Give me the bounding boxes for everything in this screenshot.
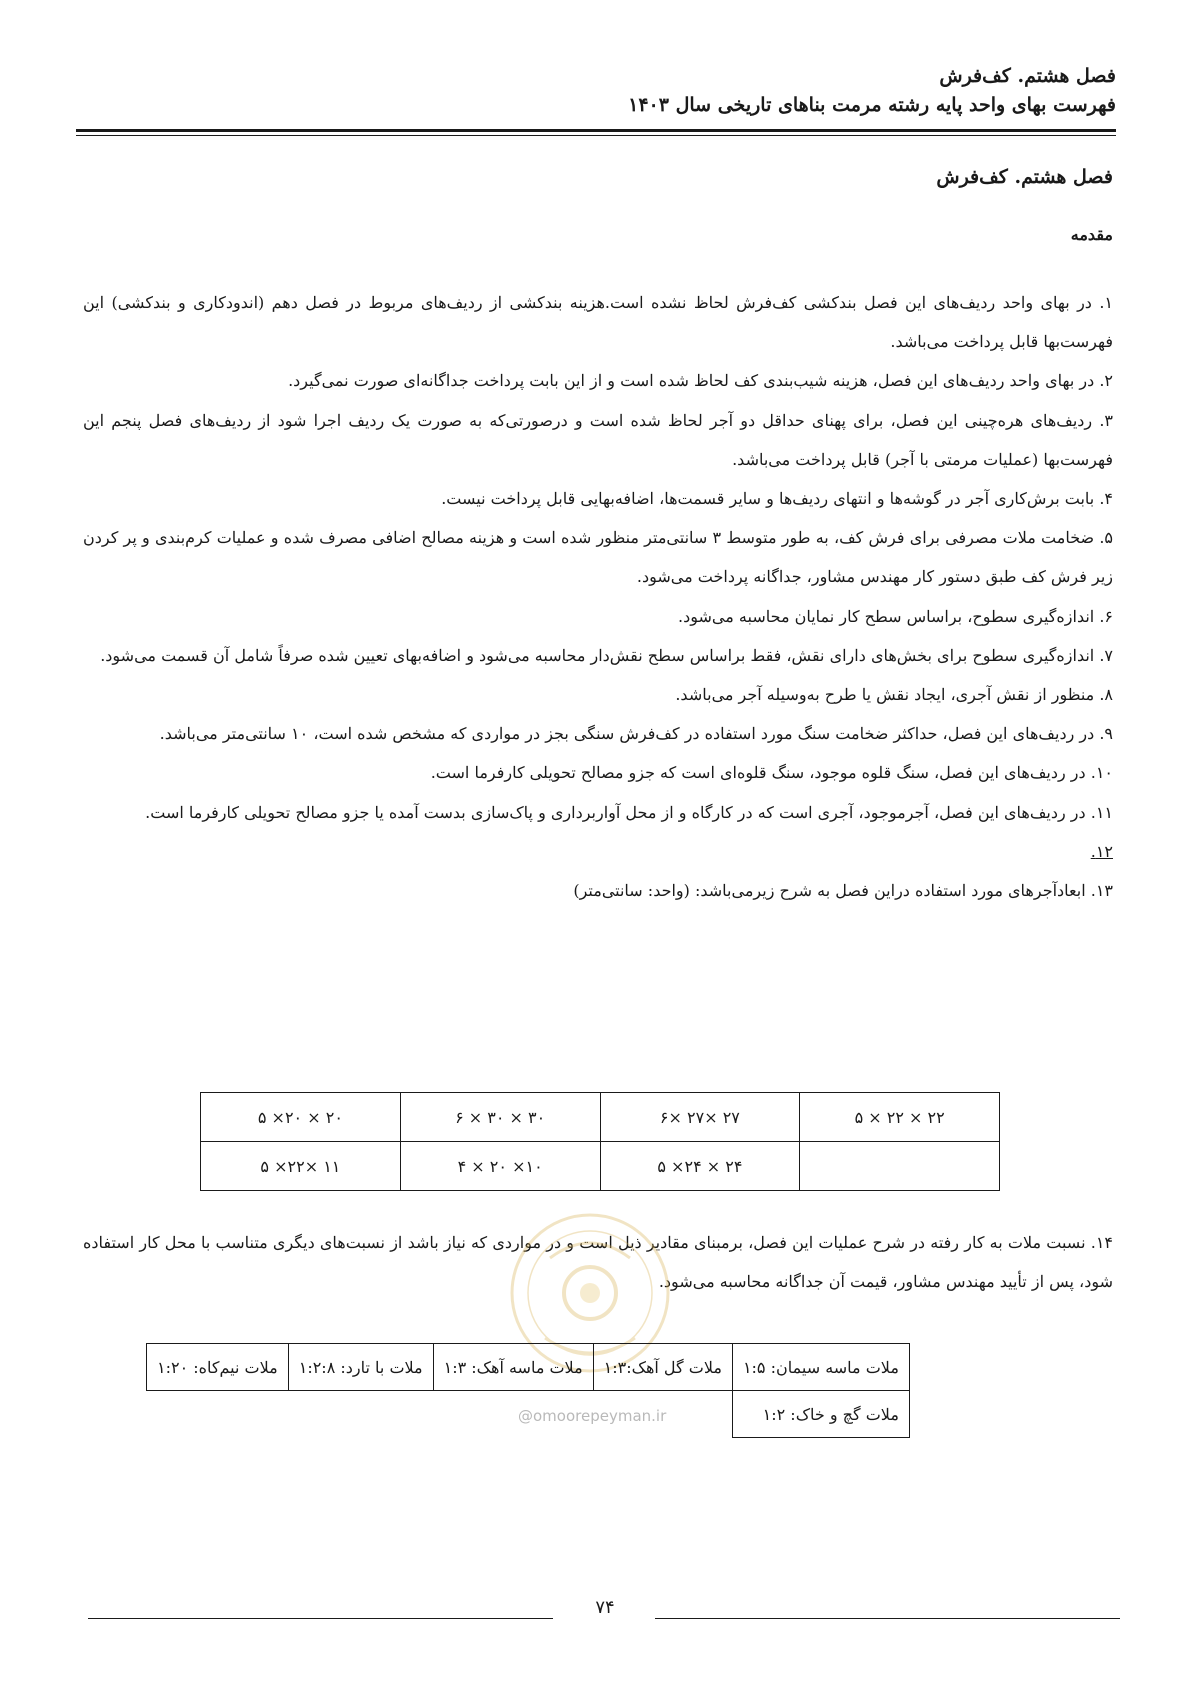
paragraph-6: ۶. اندازه‌گیری سطوح، براساس سطح کار نمایان محاسبه می‌شود. (678, 606, 1113, 626)
paragraph-8: ۸. منظور از نقش آجری، ایجاد نقش یا طرح به‌وسیله آجر می‌باشد. (675, 685, 1113, 705)
table-cell: ملات نیم‌کاه: ۱:۲۰ (147, 1344, 289, 1391)
table-cell: ملات ماسه سیمان: ۱:۵ (732, 1344, 909, 1391)
paragraph-3: ۳. ردیف‌های هره‌چینی این فصل، برای پهنای حداقل دو آجر لحاظ شده است و درصورتی‌که به صورت یک ردیف اجرا شود از ردیف‌های فصل پنجم این فهرست‌بها (عملیات مرمتی با آجر) قابل پرداخت می‌باشد. (83, 410, 1113, 469)
table-cell: ۲۰ × ۲۰× ۵ (201, 1093, 401, 1142)
paragraph-14: ۱۴. نسبت ملات به کار رفته در شرح عملیات این فصل، برمبنای مقادیر ذیل است و در مواردی که نیاز باشد از نسبت‌های دیگری متناسب با محل کار استفاده شود، پس از تأیید مهندس مشاور، قیمت آن جداگانه محاسبه می‌شود. (83, 1233, 1114, 1291)
mortar-ratios-table (146, 1343, 910, 1438)
table-cell: ۱۱ ×۲۲× ۵ (201, 1142, 401, 1191)
table-cell: ملات گچ و خاک: ۱:۲ (732, 1391, 909, 1438)
watermark-text: @omoorepeyman.ir (518, 1407, 667, 1425)
paragraph-11: ۱۱. در ردیف‌های این فصل، آجرموجود، آجری است که در کارگاه و از محل آواربرداری و پاک‌سازی بدست آمده یا جزو مصالح تحویلی کارفرما است. (145, 802, 1113, 822)
chapter-title: فصل هشتم. کف‌فرش (936, 166, 1113, 188)
section-heading: مقدمه (1070, 225, 1113, 244)
paragraph-10: ۱۰. در ردیف‌های این فصل، سنگ قلوه موجود، سنگ قلوه‌ای است که جزو مصالح تحویلی کارفرما است. (430, 763, 1113, 783)
page-number: ۷۴ (595, 1597, 615, 1618)
paragraph-4: ۴. بابت برش‌کاری آجر در گوشه‌ها و انتهای ردیف‌ها و سایر قسمت‌ها، اضافه‌بهایی قابل پرداخت نیست. (441, 489, 1113, 509)
paragraph-13: ۱۳. ابعادآجرهای مورد استفاده دراین فصل به شرح زیرمی‌باشد: (واحد: سانتی‌متر) (573, 881, 1113, 901)
paragraph-7: ۷. اندازه‌گیری سطوح برای بخش‌های دارای نقش، فقط براساس سطح نقش‌دار محاسبه می‌شود و اضافه‌بهای تعیین شده صرفاً شامل آن قسمت می‌شود. (100, 645, 1113, 665)
table-cell: ملات گل آهک:۱:۳ (593, 1344, 732, 1391)
header-rule (76, 129, 1116, 132)
table-cell: ملات با تارد: ۱:۲:۸ (288, 1344, 433, 1391)
table-row (147, 1391, 910, 1438)
table-cell: ۲۷ ×۲۷ ×۶ (600, 1093, 800, 1142)
intro-paragraphs (83, 283, 1113, 910)
table-cell: ۲۲ × ۲۲ × ۵ (800, 1093, 1000, 1142)
table-cell: ملات ماسه آهک: ۱:۳ (433, 1344, 593, 1391)
table-row (201, 1142, 1000, 1191)
table-cell: ۱۰× ۲۰ × ۴ (400, 1142, 600, 1191)
table-row (201, 1093, 1000, 1142)
paragraph-1: ۱. در بهای واحد ردیف‌های این فصل بندکشی کف‌فرش لحاظ نشده است.هزینه بندکشی از ردیف‌های مربوط در فصل دهم (اندودکاری و بندکشی) این فهرست‌بها قابل پرداخت می‌باشد. (83, 293, 1113, 352)
table-cell: ۳۰ × ۳۰ × ۶ (400, 1093, 600, 1142)
header-rule-thin (76, 135, 1116, 136)
header-chapter: فصل هشتم. کف‌فرش (939, 65, 1116, 87)
footer-rule (655, 1618, 1120, 1619)
table-cell: ۲۴ × ۲۴× ۵ (600, 1142, 800, 1191)
header-title: فهرست بهای واحد پایه رشته مرمت بناهای تاریخی سال ۱۴۰۳ (628, 94, 1116, 116)
table-row (147, 1344, 910, 1391)
paragraph-2: ۲. در بهای واحد ردیف‌های این فصل، هزینه شیب‌بندی کف لحاظ شده است و از این بابت پرداخت جداگانه‌ای صورت نمی‌گیرد. (288, 371, 1113, 391)
table-cell (800, 1142, 1000, 1191)
paragraph-5: ۵. ضخامت ملات مصرفی برای فرش کف، به طور متوسط ۳ سانتی‌متر منظور شده است و هزینه مصالح اضافی مصرف شده و عملیات کرم‌بندی و پر کردن زیر فرش کف طبق دستور کار مهندس مشاور، جداگانه پرداخت می‌شود. (83, 528, 1113, 587)
paragraph-9: ۹. در ردیف‌های این فصل، حداکثر ضخامت سنگ مورد استفاده در کف‌فرش سنگی بجز در مواردی که مشخص شده است، ۱۰ سانتی‌متر می‌باشد. (159, 724, 1113, 744)
brick-dimensions-table (200, 1092, 1000, 1191)
paragraph-12-number: ۱۲. (1090, 841, 1113, 861)
paragraph-12 (83, 832, 1113, 871)
page-header (76, 62, 1116, 120)
footer-rule (88, 1618, 553, 1619)
empty-cell (147, 1391, 733, 1438)
